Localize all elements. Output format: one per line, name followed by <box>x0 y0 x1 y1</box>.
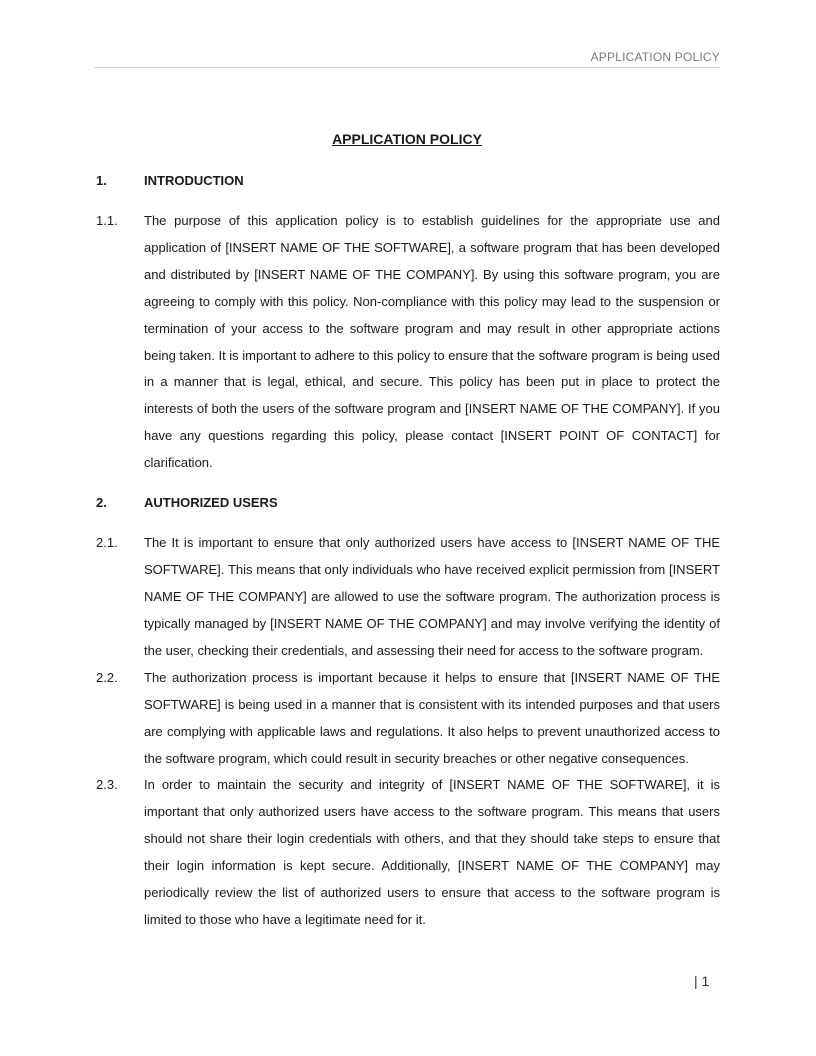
clause-text: The It is important to ensure that only authorized users have access to [INSERT NAME OF THE SOFTWARE]. This means that only individuals who have received explicit permission from [INSERT NAME OF THE COMPANY] are allowed to use the software program. The authorization process is typically managed by [INSERT NAME OF THE COMPANY] and may involve verifying the identity of the user, checking their credentials, and assessing their need for access to the software program. <box>144 535 720 658</box>
document-title: APPLICATION POLICY <box>332 131 482 147</box>
section-title: AUTHORIZED USERS <box>144 495 278 510</box>
clause-number: 2.2. <box>96 670 118 685</box>
page-number: | 1 <box>694 973 710 989</box>
header-title: APPLICATION POLICY <box>590 50 720 64</box>
clause-number: 2.3. <box>96 777 118 792</box>
section-number: 2. <box>96 495 107 510</box>
page-header <box>94 48 720 68</box>
clause-text: The authorization process is important because it helps to ensure that [INSERT NAME OF THE SOFTWARE] is being used in a manner that is consistent with its intended purposes and that users are complying with applicable laws and regulations. It also helps to prevent unauthorized access to the software program, which could result in security breaches or other negative consequences. <box>144 670 720 766</box>
clause-text: The purpose of this application policy is to establish guidelines for the appropriate use and application of [INSERT NAME OF THE SOFTWARE], a software program that has been developed and distributed by [INSERT NAME OF THE COMPANY]. By using this software program, you are agreeing to comply with this policy. Non-compliance with this policy may lead to the suspension or termination of your access to the software program and may result in other appropriate actions being taken. It is important to adhere to this policy to ensure that the software program is being used in a manner that is legal, ethical, and secure. This policy has been put in place to protect the interests of both the users of the software program and [INSERT NAME OF THE COMPANY]. If you have any questions regarding this policy, please contact [INSERT POINT OF CONTACT] for clarification. <box>144 213 720 471</box>
clause-2-2 <box>96 665 720 773</box>
clause-1-1 <box>96 208 720 477</box>
clause-number: 1.1. <box>96 213 118 228</box>
section-number: 1. <box>96 173 107 188</box>
clause-text: In order to maintain the security and integrity of [INSERT NAME OF THE SOFTWARE], it is important that only authorized users have access to the software program. This means that users should not share their login credentials with others, and that they should take steps to ensure that their login information is kept secure. Additionally, [INSERT NAME OF THE COMPANY] may periodically review the list of authorized users to ensure that access to the software program is limited to those who have a legitimate need for it. <box>144 777 720 927</box>
clause-2-3 <box>96 772 720 933</box>
section-title: INTRODUCTION <box>144 173 244 188</box>
clause-2-1 <box>96 530 720 665</box>
clause-number: 2.1. <box>96 535 118 550</box>
